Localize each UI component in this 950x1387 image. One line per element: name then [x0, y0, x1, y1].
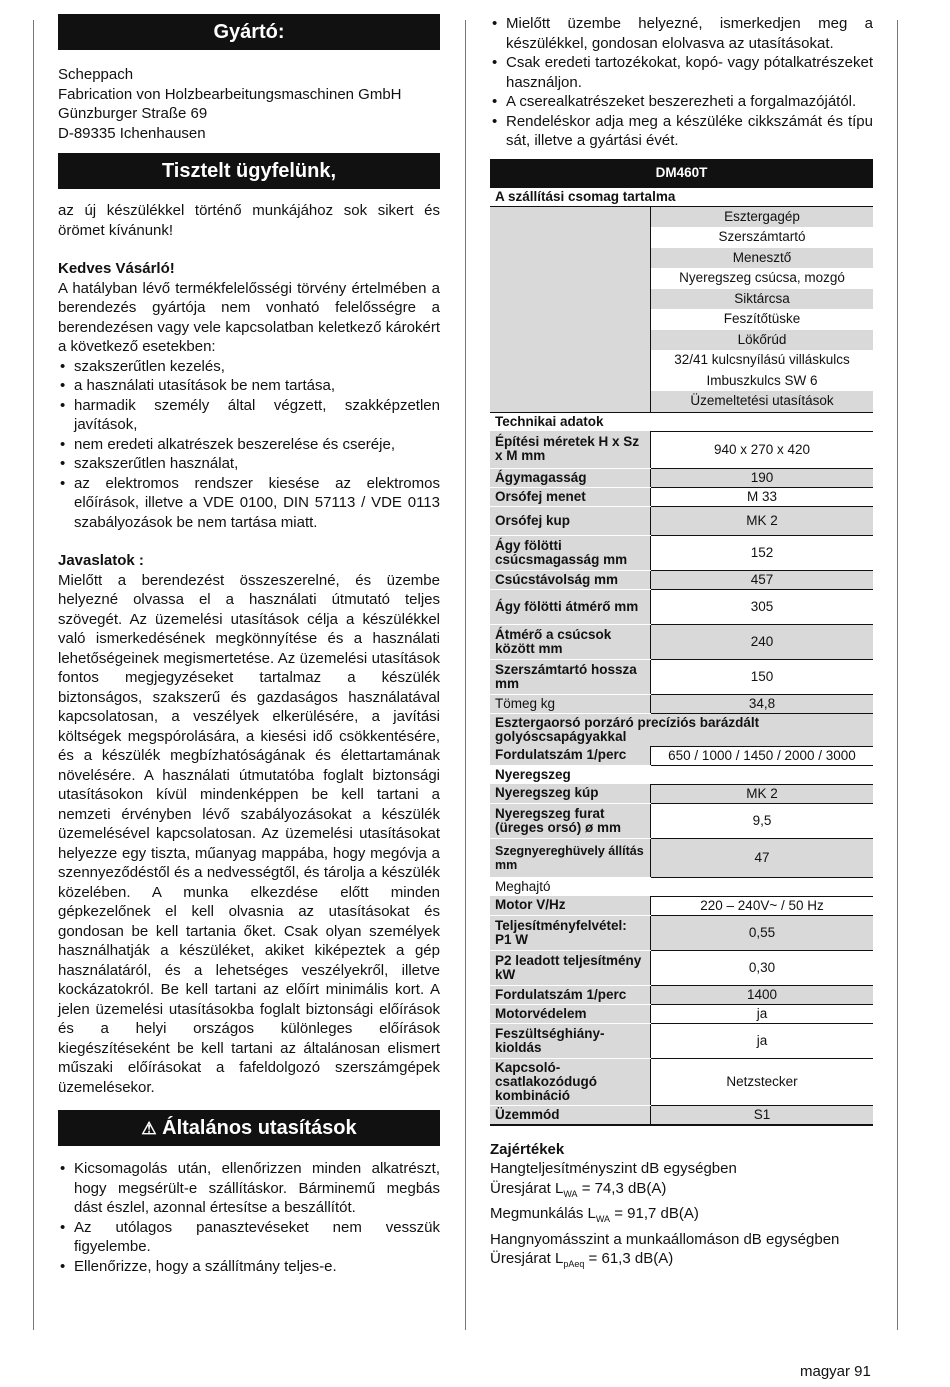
spec-label: Fordulatszám 1/perc [490, 985, 651, 1004]
general-heading-text: Általános utasítások [162, 1117, 357, 1139]
greeting-text: az új készülékkel történő munkájához sok sikert és örömet kívánunk! [58, 202, 440, 239]
liability-heading: Kedves Vásárló! [58, 260, 175, 277]
noise-line [490, 1249, 873, 1275]
list-item: • Rendeléskor adja meg a készüléke cikkszámát és típu sát, illetve a gyártási évét. [490, 112, 873, 151]
list-item: • szakszerűtlen használat, [58, 454, 440, 474]
list-item: • a használati utasítások be nem tartása, [58, 376, 440, 396]
spec-label: Ágy fölötti csúcsmagasság mm [490, 535, 651, 570]
noise-subscript: WA [563, 1188, 578, 1199]
noise-text: = 74,3 dB(A) [577, 1179, 667, 1197]
list-item: • szakszerűtlen kezelés, [58, 357, 440, 377]
drive-heading: Meghajtó [490, 877, 873, 896]
noise-line [490, 1204, 873, 1230]
center-rule [465, 20, 466, 1330]
tailstock-heading: Nyeregszeg [490, 765, 873, 784]
list-item: • nem eredeti alkatrészek beszerelése és cseréje, [58, 435, 440, 455]
spec-label: Orsófej menet [490, 487, 651, 506]
left-column [58, 14, 440, 1276]
model-header: DM460T [490, 159, 873, 188]
address-line: Günzburger Straße 69 [58, 105, 208, 122]
noise-values [490, 1140, 873, 1275]
spec-value: S1 [651, 1105, 874, 1125]
spec-label: Csúcstávolság mm [490, 570, 651, 589]
spec-value: 1400 [651, 985, 874, 1004]
spec-value: 34,8 [651, 694, 874, 713]
package-item: Üzemeltetési utasítások [651, 391, 874, 412]
spec-label: Feszültséghiány-kioldás [490, 1023, 651, 1058]
spec-value: ja [651, 1023, 874, 1058]
technical-heading: Technikai adatok [490, 412, 873, 431]
bearing-row: Esztergaorsó porzáró precíziós barázdált golyóscsapágyakkal [490, 713, 873, 746]
package-item: Lökőrúd [651, 330, 874, 351]
spec-value: Netzstecker [651, 1058, 874, 1105]
noise-line [490, 1179, 873, 1205]
package-heading: A szállítási csomag tartalma [495, 188, 676, 204]
spec-table [490, 159, 873, 1126]
spec-value: 152 [651, 535, 874, 570]
noise-subscript: WA [595, 1214, 611, 1224]
address-line: Fabrication von Holzbearbeitungsmaschinen GmbH [58, 85, 402, 103]
package-item: Nyeregszeg csúcsa, mozgó [651, 268, 874, 289]
recommendations-text: Mielőtt a berendezést összeszerelné, és üzembe helyezné olvassa el a használati útmutató teljes szövegét. Az üzemelési utasítások célja a készülékkel való ismerkedésének megkönnyítése és a használati lehetőségeinek megismertetése. Az üzemelési utasítások fontos megjegyzéseket tartalmaz a készülék biztonságos, szakszerű és gazdaságos használatával kapcsolatosan, a veszélyek elkerülésére, a javítási költségek megspórolására, a kiesési idő csökkentésére, és a készülék megbízhatóságának és élettartamának növelésére. A használati útmutatóba foglalt biztonsági utasításokon kívül mindenképpen be kell tartani a nemzeti érvényben lévő szabályozásokat a készülék üzemelésével kapcsolatosan. Az üzemelési utasításokat helyezze egy tiszta, műanyag mappába, hogy megóvja a szennyeződéstől és a nedvességtől, és tárolja a készülék közelében. A munka elkezdése előtt minden gépkezelőnek el kell olvasnia az utasításokat és gondosan be kell tartania őket. Csak olyan személyek használhatják a készüléket, akiket kiképeztek a gép használatáról, és a lehetséges veszélyekről, illetve kockázatokról. Be kell tartani az előírt minimális kort. A jelen üzemelési utasításokba foglalt biztonsági előírások és a helyi országos különleges előírások kiegészítéseként be kell tartani az általánosan elismert műszaki előírásokat a fafeldolgozó szerszámgépek üzemelésekor. [58, 571, 440, 1096]
spec-value: 457 [651, 570, 874, 589]
spec-label: Ágymagasság [490, 468, 651, 487]
spec-value: 9,5 [651, 803, 874, 838]
spec-value: 305 [651, 589, 874, 624]
list-item: • Ellenőrizze, hogy a szállítmány teljes-e. [58, 1257, 440, 1277]
spec-label: Motor V/Hz [490, 896, 651, 915]
list-item: • Kicsomagolás után, ellenőrizzen minden alkatrészt, hogy megsérült-e szállításkor. Bárminemű megbás dást észlel, azonnal értesítse a beszállítót. [58, 1159, 440, 1218]
spec-value: M 33 [651, 487, 874, 506]
list-item: • az elektromos rendszer kiesése az elektromos előírások, illetve a VDE 0100, DIN 57113 / VDE 0113 szabályozások be nem tartása miatt. [58, 474, 440, 533]
spec-label: Szegnyereghüvely állítás mm [490, 838, 651, 877]
package-item: Feszítőtüske [651, 309, 874, 330]
warning-triangle-icon: ⚠ [141, 1119, 157, 1138]
package-item: Menesztő [651, 248, 874, 269]
package-item: 32/41 kulcsnyílású villáskulcs [651, 350, 874, 371]
address-line: D-89335 Ichenhausen [58, 124, 206, 142]
page-number: magyar 91 [800, 1363, 871, 1380]
list-item: • Mielőtt üzembe helyezné, ismerkedjen meg a készülékkel, gondosan elolvasva az utasításokat. [490, 14, 873, 53]
spec-label: P2 leadott teljesítmény kW [490, 950, 651, 985]
spec-label: Teljesítményfelvétel: P1 W [490, 915, 651, 950]
list-item: • A cserealkatrészeket beszerezheti a forgalmazójától. [490, 92, 873, 112]
liability-text: A hatályban lévő termékfelelősségi törvény értelmében a berendezés gyártója nem vonható felelősségre a berendezésen vagy vele kapcsolatban keletkező károkért a következő esetekben: [58, 279, 440, 355]
noise-subscript: pAeq [563, 1259, 585, 1269]
spec-value: 190 [651, 468, 874, 487]
noise-text: = 91,7 dB(A) [610, 1205, 699, 1222]
spec-value: ja [651, 1004, 874, 1023]
address-line: Scheppach [58, 66, 134, 83]
spec-label: Ágy fölötti átmérő mm [490, 589, 651, 624]
manufacturer-address [58, 65, 440, 143]
spec-label: Fordulatszám 1/perc [490, 746, 651, 765]
spec-value: 220 – 240V~ / 50 Hz [651, 896, 874, 915]
right-column [490, 14, 873, 1275]
spec-label: Átmérő a csúcsok között mm [490, 624, 651, 659]
spec-value: MK 2 [651, 784, 874, 803]
spec-value: 940 x 270 x 420 [651, 431, 874, 468]
spec-value: 47 [651, 838, 874, 877]
spec-value: 0,30 [651, 950, 874, 985]
spec-label: Szerszámtartó hossza mm [490, 659, 651, 694]
spec-value: 0,55 [651, 915, 874, 950]
greeting-heading: Tisztelt ügyfelünk, [58, 153, 440, 189]
general-list-left [58, 1159, 440, 1276]
spec-label: Építési méretek H x Sz x M mm [490, 431, 651, 468]
noise-heading: Zajértékek [490, 1140, 565, 1158]
spec-value: 150 [651, 659, 874, 694]
noise-text: Üresjárat L [490, 1250, 564, 1267]
spec-label: Tömeg kg [490, 694, 651, 713]
package-label-blank [490, 206, 651, 412]
manufacturer-heading: Gyártó: [58, 14, 440, 50]
left-margin-rule [33, 20, 34, 1330]
noise-line: Hangnyomásszint a munkaállomáson dB egységben [490, 1230, 840, 1248]
spec-label: Nyeregszeg furat (üreges orsó) ø mm [490, 803, 651, 838]
list-item: • Az utólagos panasztevéseket nem vesszük figyelembe. [58, 1218, 440, 1257]
list-item: • harmadik személy által végzett, szakképzetlen javítások, [58, 396, 440, 435]
spec-value: 650 / 1000 / 1450 / 2000 / 3000 [651, 746, 874, 765]
noise-text: Üresjárat L [490, 1179, 564, 1197]
spec-label: Orsófej kup [490, 506, 651, 535]
spec-label: Kapcsoló-csatlakozódugó kombináció [490, 1058, 651, 1105]
list-item: • Csak eredeti tartozékokat, kopó- vagy pótalkatrészeket használjon. [490, 53, 873, 92]
package-item: Szerszámtartó [651, 227, 874, 248]
spec-label: Nyeregszeg kúp [490, 784, 651, 803]
package-item: Imbuszkulcs SW 6 [651, 371, 874, 392]
noise-line: Hangteljesítményszint dB egységben [490, 1160, 737, 1177]
spec-label: Motorvédelem [490, 1004, 651, 1023]
general-list-right [490, 14, 873, 151]
package-item: Siktárcsa [651, 289, 874, 310]
spec-label: Üzemmód [490, 1105, 651, 1125]
general-heading [58, 1110, 440, 1146]
spec-value: MK 2 [651, 506, 874, 535]
spec-value: 240 [651, 624, 874, 659]
recommendations-heading: Javaslatok : [58, 552, 144, 569]
noise-text: = 61,3 dB(A) [584, 1250, 674, 1267]
right-margin-rule [897, 20, 898, 1330]
package-item: Esztergagép [651, 206, 874, 227]
liability-list [58, 357, 440, 533]
noise-text: Megmunkálás L [490, 1205, 596, 1222]
